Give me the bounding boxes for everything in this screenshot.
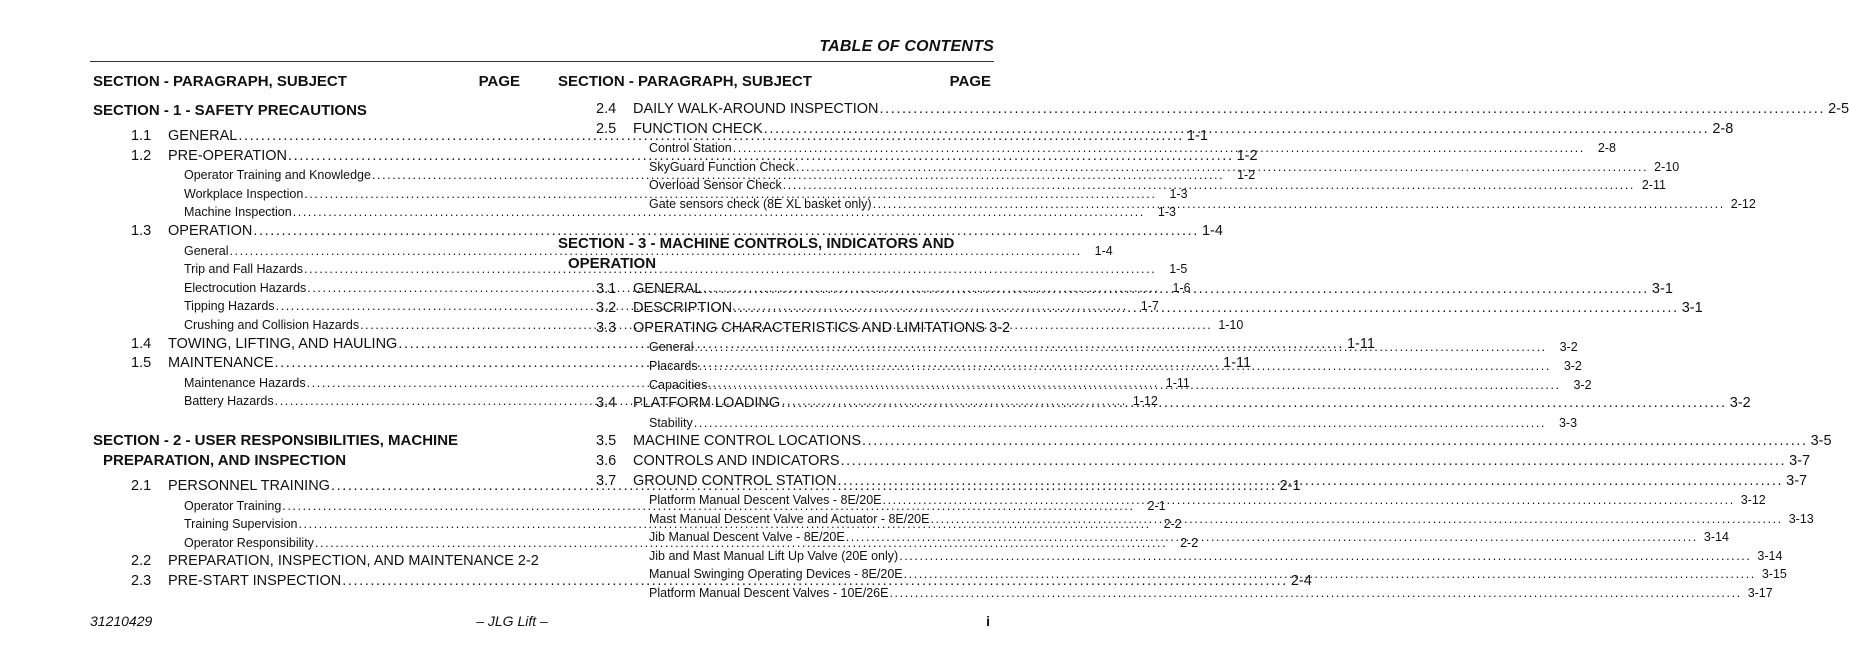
entry-page: 2-1	[1147, 498, 1166, 513]
dot-leader	[733, 299, 1679, 319]
dot-leader	[838, 472, 1784, 492]
entry-number: 2.1	[131, 477, 152, 494]
entry-page: 3-14	[1703, 530, 1729, 545]
entry-page: 3-2	[989, 319, 1011, 336]
entry-label: Maintenance Hazards	[184, 375, 306, 390]
section-title	[558, 234, 995, 274]
entry-label: Machine Inspection	[184, 205, 292, 220]
dot-leader	[862, 432, 1808, 452]
toc-subentry[interactable]	[558, 584, 1773, 603]
entry-page: 3-14	[1757, 548, 1783, 563]
entry-page: 1-11	[1165, 375, 1190, 390]
entry-number: 1.4	[131, 335, 152, 352]
entry-label: Workplace Inspection	[184, 186, 304, 201]
dot-leader	[883, 491, 1735, 510]
column-header-subject: SECTION - PARAGRAPH, SUBJECT	[558, 73, 812, 90]
entry-label: MAINTENANCE	[168, 355, 274, 372]
entry-number: 1.5	[131, 355, 152, 372]
entry-label: Battery Hazards	[184, 394, 274, 409]
dot-leader	[873, 195, 1725, 214]
dot-leader	[699, 357, 1551, 376]
entry-page: 1-4	[1094, 243, 1113, 258]
entry-page: 3-5	[1810, 433, 1832, 450]
entry-number: 2.3	[131, 572, 152, 589]
entry-page: 2-5	[1828, 101, 1849, 117]
column-header	[93, 71, 520, 92]
entry-number: 3.3	[596, 319, 617, 336]
entry-label: Training Supervision	[184, 517, 298, 532]
entry-label: Mast Manual Descent Valve and Actuator - 8E/20E	[649, 511, 930, 526]
toc-entry[interactable]	[558, 319, 1011, 339]
dot-leader	[694, 414, 1546, 433]
entry-number: 1.2	[131, 147, 152, 164]
dot-leader	[703, 280, 1649, 300]
entry-number: 1.1	[131, 128, 152, 144]
entry-page: 3-7	[1789, 452, 1811, 469]
page-title: TABLE OF CONTENTS	[819, 38, 994, 55]
entry-page: 3-15	[1761, 567, 1787, 582]
section-title-line: SECTION - 2 - USER RESPONSIBILITIES, MACHINE	[93, 431, 459, 449]
entry-page: 3-1	[1681, 300, 1703, 317]
column-header-page: PAGE	[949, 73, 991, 90]
entry-number: 3.7	[596, 472, 617, 489]
toc-entry[interactable]	[558, 432, 1832, 452]
entry-label: Operator Responsibility	[184, 535, 314, 550]
entry-page: 1-3	[1169, 186, 1188, 201]
entry-page: 2-8	[1712, 120, 1734, 137]
header-rule	[90, 61, 994, 62]
dot-leader	[904, 565, 1756, 584]
entry-label: PRE-OPERATION	[168, 147, 287, 164]
entry-label: DAILY WALK-AROUND INSPECTION	[633, 101, 879, 117]
entry-page: 2-10	[1654, 159, 1680, 174]
entry-label: Platform Manual Descent Valves - 8E/20E	[649, 493, 882, 508]
entry-label: SkyGuard Function Check	[649, 159, 795, 174]
entry-page: 1-12	[1132, 394, 1158, 409]
entry-page: 1-11	[1223, 355, 1252, 372]
entry-label: Electrocution Hazards	[184, 280, 307, 295]
toc-entry[interactable]	[558, 100, 1849, 120]
dot-leader	[796, 158, 1648, 177]
entry-page: 1-4	[1201, 222, 1223, 239]
entry-page: 3-1	[1651, 280, 1673, 297]
entry-page: 2-1	[1279, 477, 1301, 494]
entry-label: Tipping Hazards	[184, 299, 275, 314]
column-header	[558, 71, 991, 92]
dot-leader	[708, 376, 1560, 395]
section-title	[93, 101, 523, 121]
entry-label: Placards	[649, 358, 698, 373]
toc-entry[interactable]	[93, 552, 539, 572]
entry-page: 3-13	[1788, 511, 1814, 526]
column-header-page: PAGE	[478, 73, 520, 90]
dot-leader	[783, 176, 1635, 195]
entry-label: Crushing and Collision Hazards	[184, 317, 360, 332]
entry-page: 1-3	[1157, 205, 1176, 220]
entry-label: General	[649, 340, 694, 355]
entry-label: TOWING, LIFTING, AND HAULING	[168, 335, 398, 352]
column-header-subject: SECTION - PARAGRAPH, SUBJECT	[93, 73, 347, 90]
toc-subentry[interactable]	[558, 414, 1578, 433]
dot-leader	[733, 139, 1585, 158]
entry-page: 2-12	[1730, 196, 1756, 211]
entry-number: 3.4	[596, 395, 617, 412]
entry-page: 1-2	[1236, 147, 1258, 164]
entry-page: 3-2	[1573, 377, 1592, 392]
entry-label: MACHINE CONTROL LOCATIONS	[633, 433, 861, 450]
dot-leader	[879, 100, 1825, 120]
entry-label: Overload Sensor Check	[649, 178, 782, 193]
section-title-line: PREPARATION, AND INSPECTION	[103, 451, 347, 469]
entry-page: 1-6	[1172, 280, 1191, 295]
entry-label: PERSONNEL TRAINING	[168, 477, 330, 494]
dot-leader	[899, 547, 1751, 566]
dot-leader	[889, 584, 1741, 603]
entry-number: 2.4	[596, 101, 617, 117]
dot-leader	[694, 338, 1546, 357]
dot-leader	[841, 452, 1787, 472]
section-title-line: OPERATION	[568, 254, 657, 272]
entry-page: 3-7	[1786, 472, 1808, 489]
entry-label: Operator Training and Knowledge	[184, 168, 371, 183]
entry-label: GROUND CONTROL STATION	[633, 472, 837, 489]
entry-page: 3-2	[1729, 395, 1751, 412]
toc-entry[interactable]	[93, 222, 1223, 242]
entry-label: CONTROLS AND INDICATORS	[633, 452, 840, 469]
entry-page: 3-12	[1740, 493, 1766, 508]
entry-label: DESCRIPTION	[633, 300, 733, 317]
entry-label: Platform Manual Descent Valves - 10E/26E	[649, 586, 889, 601]
entry-page: 1-2	[1237, 168, 1256, 183]
entry-page: 1-1	[1186, 128, 1208, 144]
entry-page: 2-11	[1641, 178, 1666, 193]
entry-number: 1.3	[131, 222, 152, 239]
entry-label: Manual Swinging Operating Devices - 8E/20E	[649, 567, 903, 582]
entry-label: Stability	[649, 415, 693, 430]
entry-label: OPERATION	[168, 222, 253, 239]
entry-page: 3-3	[1558, 415, 1578, 430]
entry-number: 3.1	[596, 280, 617, 297]
entry-page: 1-7	[1140, 299, 1159, 314]
entry-label: Capacities	[649, 377, 708, 392]
entry-page: 1-10	[1218, 317, 1244, 332]
entry-number: 3.5	[596, 433, 617, 450]
footer-brand: – JLG Lift –	[476, 613, 548, 629]
toc-subentry[interactable]	[558, 547, 1783, 566]
entry-number: 3.6	[596, 452, 617, 469]
page-number: i	[986, 613, 990, 629]
section-title-line: SECTION - 1 - SAFETY PRECAUTIONS	[93, 102, 367, 119]
entry-page: 1-5	[1169, 262, 1188, 277]
entry-page: 2-4	[1290, 572, 1312, 589]
entry-label: Operator Training	[184, 498, 282, 513]
entry-label: PRE-START INSPECTION	[168, 572, 342, 589]
dot-leader	[764, 120, 1710, 140]
section-title-line: SECTION - 3 - MACHINE CONTROLS, INDICATORS AND	[558, 234, 955, 252]
entry-number: 3.2	[596, 300, 617, 317]
entry-label: Jib and Mast Manual Lift Up Valve (20E only)	[649, 548, 899, 563]
entry-label: Control Station	[649, 141, 732, 156]
entry-label: GENERAL	[168, 128, 238, 144]
entry-label: General	[184, 243, 229, 258]
entry-label: OPERATING CHARACTERISTICS AND LIMITATIONS	[633, 319, 986, 336]
entry-page: 3-2	[1563, 358, 1582, 373]
entry-label: FUNCTION CHECK	[633, 120, 763, 137]
dot-leader	[781, 394, 1727, 414]
entry-page: 2-8	[1597, 141, 1616, 156]
entry-page: 3-2	[1559, 340, 1578, 355]
entry-number: 2.5	[596, 120, 617, 137]
dot-leader	[930, 510, 1782, 529]
entry-label: Trip and Fall Hazards	[184, 262, 304, 277]
toc-entry[interactable]	[558, 452, 1811, 472]
section-title	[93, 431, 523, 471]
entry-label: PREPARATION, INSPECTION, AND MAINTENANCE	[168, 553, 514, 570]
entry-label: PLATFORM LOADING	[633, 395, 781, 412]
entry-page: 2-2	[1163, 517, 1182, 532]
entry-number: 2.2	[131, 553, 152, 570]
entry-page: 3-17	[1747, 586, 1773, 601]
doc-number: 31210429	[90, 613, 153, 629]
entry-page: 2-2	[1180, 535, 1199, 550]
entry-label: GENERAL	[633, 280, 703, 297]
entry-label: Jib Manual Descent Valve - 8E/20E	[649, 530, 845, 545]
entry-label: Gate sensors check (8E XL basket only)	[649, 196, 872, 211]
entry-page: 1-11	[1346, 335, 1375, 352]
entry-page: 2-2	[517, 553, 539, 570]
dot-leader	[846, 528, 1698, 547]
